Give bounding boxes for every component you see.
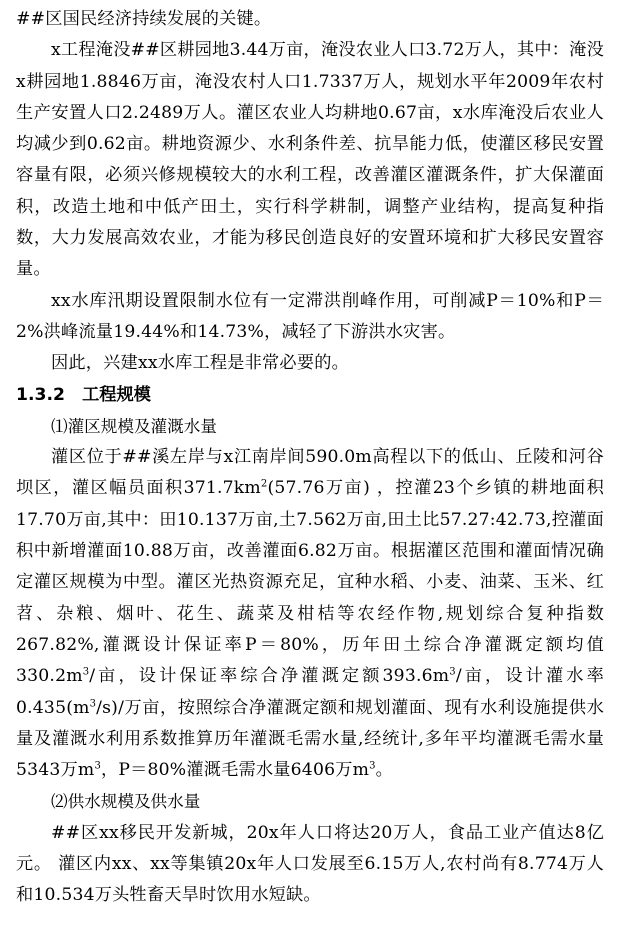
superscript: 3 xyxy=(449,666,456,678)
superscript: 3 xyxy=(369,760,376,772)
text-run: /亩，设计灌水率0.435(m xyxy=(16,666,604,718)
paragraph-irrigation-area xyxy=(16,442,604,786)
superscript: 3 xyxy=(94,760,101,772)
paragraph-conclusion: 因此，兴建xx水库工程是非常必要的。 xyxy=(51,353,349,374)
superscript: 3 xyxy=(82,666,90,678)
paragraph-flood-control: xx水库汛期设置限制水位有一定滞洪削峰作用，可削减P＝10%和P＝2%洪峰流量19.44%和14.73%，减轻了下游洪水灾害。 xyxy=(16,290,604,342)
text-run: /亩，设计保证率综合净灌溉定额393.6m xyxy=(89,666,450,687)
text-run: ，P＝80%灌溉毛需水量6406万m xyxy=(101,760,370,781)
paragraph-inundation-impact: x工程淹没##区耕园地3.44万亩，淹没农业人口3.72万人，其中：淹没x耕园地1.8846万亩，淹没农村人口1.7337万人，规划水平年2009年农村生产安置人口2.2489万人。灌区农业人均耕地0.67亩，x水库淹没后农业人均减少到0.62亩。耕地资源少、水利条件差、抗旱能力低，使灌区移民安置容量有限，必须兴修规模较大的水利工程，改善灌区灌溉条件，扩大保灌面积，改造土地和中低产田土，实行科学耕制，调整产业结构，提高复种指数，大力发展高效农业，才能为移民创造良好的安置环境和扩大移民安置容量。 xyxy=(16,40,604,280)
paragraph-continuation: ##区国民经济持续发展的关键。 xyxy=(16,9,272,29)
superscript: 3 xyxy=(89,697,97,709)
text-run: 。 xyxy=(375,760,394,781)
text-run: 灌区位于##溪左岸与x江南岸间590.0m高程以下的低山、丘陵和河谷坝区，灌区幅员面积371.7km xyxy=(16,447,604,499)
subheading-irrigation-scale: ⑴灌区规模及灌溉水量 xyxy=(51,416,217,436)
paragraph-water-supply: ##区xx移民开发新城，20x年人口将达20万人，食品工业产值达8亿元。 灌区内xx、xx等集镇20x年人口发展至6.15万人,农村尚有8.774万人和10.534万头牲畜天旱时饮用水短缺。 xyxy=(16,822,604,906)
superscript: 2 xyxy=(260,478,268,490)
text-run: (57.76万亩) ，控灌23个乡镇的耕地面积17.70万亩,其中：田10.137万亩,土7.562万亩,田土比57.27:42.73,控灌面积中新增灌面10.88万亩，改善灌面6.82万亩。根据灌区范围和灌面情况确定灌区规模为中型。灌区光热资源充足，宜种水稻、小麦、油菜、玉米、红苕、杂粮、烟叶、花生、蔬菜及柑桔等农经作物,规划综合复种指数267.82%,灌溉设计保证率P＝80%，历年田土综合净灌溉定额均值330.2m xyxy=(16,478,604,687)
text-run: /s)/万亩，按照综合净灌溉定额和规划灌面、现有水利设施提供水量及灌溉水利用系数推算历年灌溉毛需水量,经统计,多年平均灌溉毛需水量5343万m xyxy=(16,697,604,781)
subheading-water-supply: ⑵供水规模及供水量 xyxy=(51,792,201,812)
section-heading-project-scale: 1.3.2 工程规模 xyxy=(16,384,151,405)
